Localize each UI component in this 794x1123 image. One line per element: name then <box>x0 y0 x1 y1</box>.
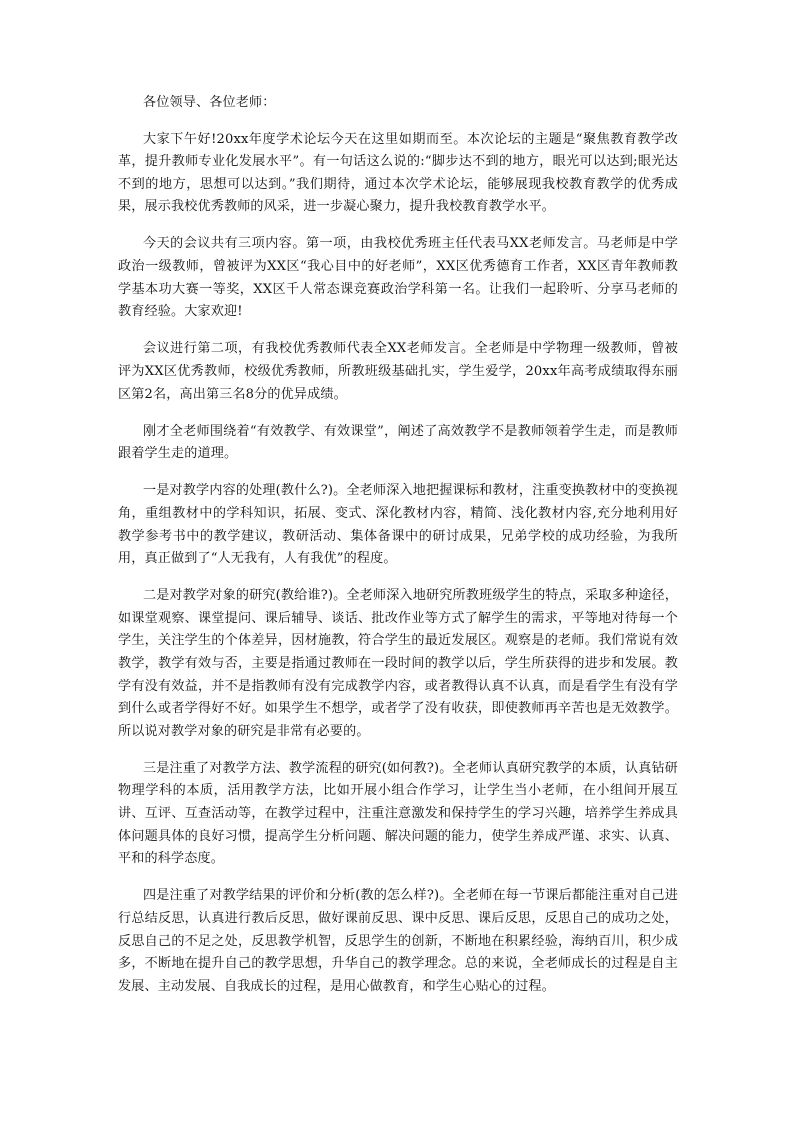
paragraph-summary-intro: 刚才全老师围绕着“有效教学、有效课堂”，阐述了高效教学不是教师领着学生走，而是教师跟着学生走的道理。 <box>118 423 678 462</box>
paragraph-agenda-second-item: 会议进行第二项，有我校优秀教师代表全XX老师发言。全老师是中学物理一级教师，曾被评为XX区优秀教师，校级优秀教师，所教班级基础扎实，学生爱学，20xx年高考成绩取得东丽区第2名，高出第三名8分的优异成绩。 <box>118 341 678 402</box>
paragraph-point-one: 一是对教学内容的处理(教什么?)。全老师深入地把握课标和教材，注重变换教材中的变换视角，重组教材中的学科知识，拓展、变式、深化教材内容，精简、浅化教材内容,充分地利用好教学参考书中的教学建议，教研活动、集体备课中的研讨成果，兄弟学校的成功经验，为我所用，真正做到了“人无我有，人有我优”的程度。 <box>118 483 678 567</box>
paragraph-opening: 大家下午好!20xx年度学术论坛今天在这里如期而至。本次论坛的主题是“聚焦教育教学改革，提升教师专业化发展水平”。有一句话这么说的:“脚步达不到的地方，眼光可以达到;眼光达不到的地方，思想可以达到。”我们期待，通过本次学术论坛，能够展现我校教育教学的优秀成果，展示我校优秀教师的风采，进一步凝心聚力，提升我校教育教学水平。 <box>118 131 678 215</box>
paragraph-point-three: 三是注重了对教学方法、教学流程的研究(如何教?)。全老师认真研究教学的本质，认真钻研物理学科的本质，活用教学方法，比如开展小组合作学习，让学生当小老师，在小组间开展互讲、互评、互查活动等，在教学过程中，注重注意激发和保持学生的学习兴趣，培养学生养成具体问题具体的良好习惯，提高学生分析问题、解决问题的能力，使学生养成严谨、求实、认真、平和的科学态度。 <box>118 760 678 867</box>
paragraph-point-two: 二是对教学对象的研究(教给谁?)。全老师深入地研究所教班级学生的特点，采取多种途径，如课堂观察、课堂提问、课后辅导、谈话、批改作业等方式了解学生的需求，平等地对待每一个学生，关注学生的个体差异，因材施教，符合学生的最近发展区。观察是的老师。我们常说有效教学，教学有效与否，主要是指通过教师在一段时间的教学以后，学生所获得的进步和发展。教学有没有效益，并不是指教师有没有完成教学内容，或者教得认真不认真，而是看学生有没有学到什么或者学得好不好。如果学生不想学，或者学了没有收获，即使教师再辛苦也是无效教学。所以说对教学对象的研究是非常有必要的。 <box>118 588 678 739</box>
paragraph-point-four: 四是注重了对教学结果的评价和分析(教的怎么样?)。全老师在每一节课后都能注重对自己进行总结反思，认真进行教后反思，做好课前反思、课中反思、课后反思，反思自己的成功之处，反思自己的不足之处，反思教学机智，反思学生的创新，不断地在积累经验，海纳百川，积少成多，不断地在提升自己的教学思想，升华自己的教学理念。总的来说，全老师成长的过程是自主发展、主动发展、自我成长的过程，是用心做教育，和学生心贴心的过程。 <box>118 888 678 994</box>
document-page <box>118 92 678 1013</box>
paragraph-agenda-first-item: 今天的会议共有三项内容。第一项，由我校优秀班主任代表马XX老师发言。马老师是中学政治一级教师，曾被评为XX区“我心目中的好老师”，XX区优秀德育工作者，XX区青年教师教学基本功大赛一等奖，XX区千人常态课竞赛政治学科第一名。让我们一起聆听、分享马老师的教育经验。大家欢迎! <box>118 236 678 320</box>
greeting: 各位领导、各位老师： <box>143 95 276 110</box>
